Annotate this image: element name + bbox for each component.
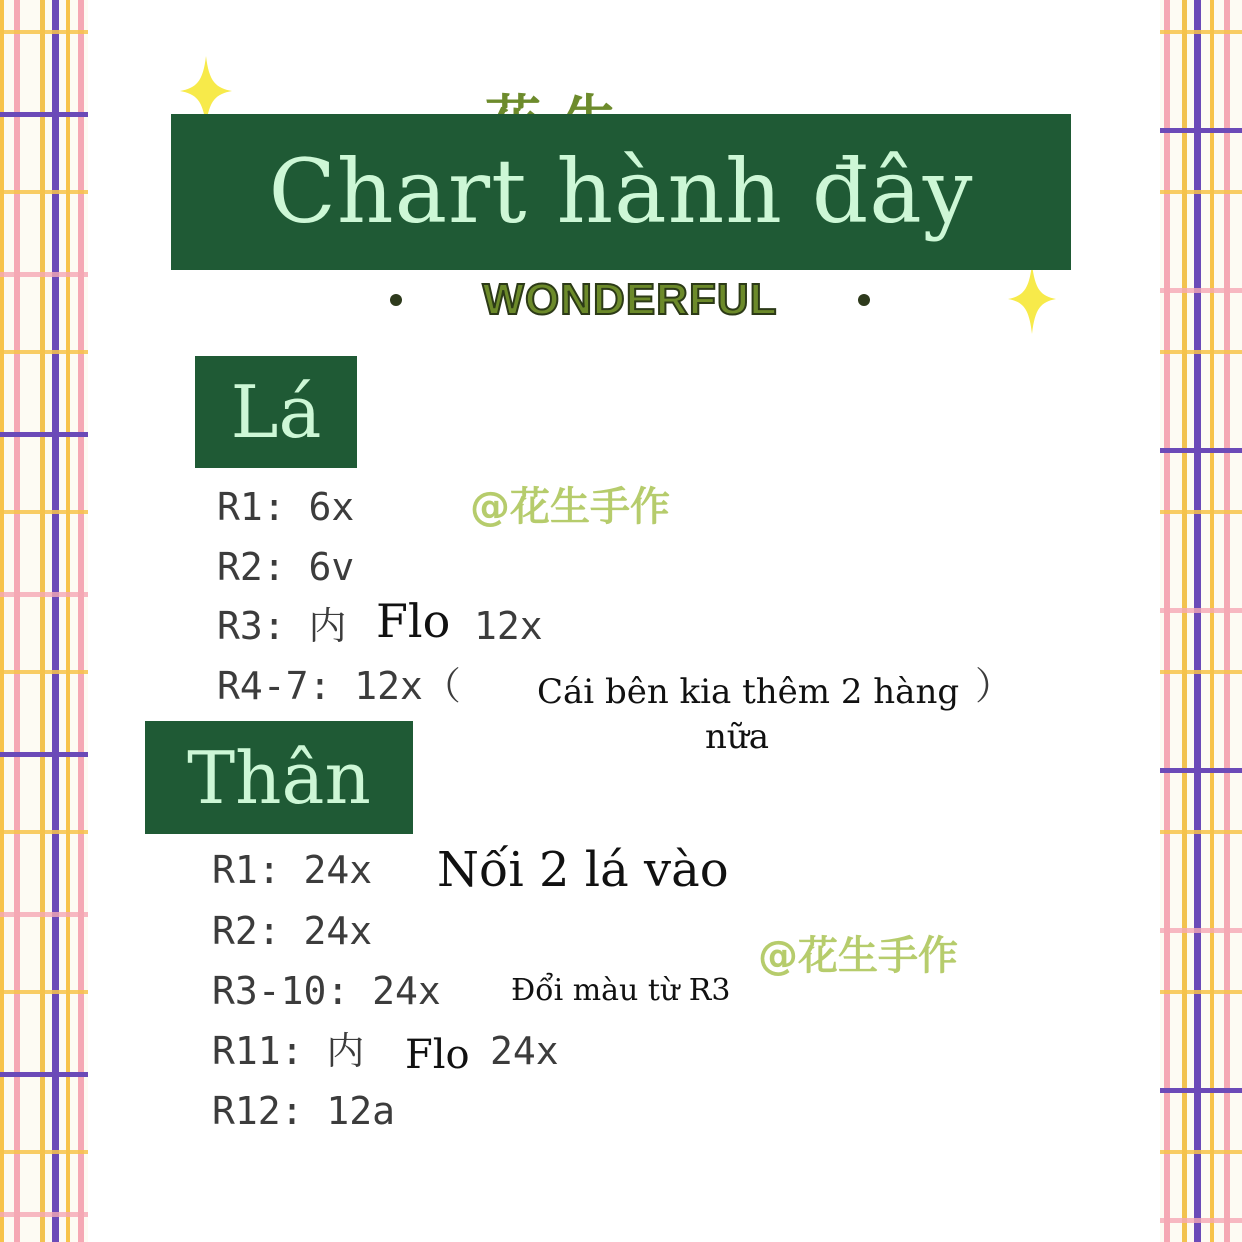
pattern-row-la-r2: R2: 6v — [217, 545, 355, 589]
watermark-text: @花生手作 — [758, 933, 958, 979]
pattern-row-than-r3-10: R3-10: 24x — [212, 969, 441, 1013]
title-banner — [171, 114, 1071, 270]
plaid-border-left — [0, 0, 88, 1242]
pattern-row-la-r4-end: ） — [975, 664, 1014, 708]
annotation-than-r3: Đổi màu từ R3 — [511, 973, 731, 1008]
watermark-text: @花生手作 — [470, 484, 670, 530]
pattern-row-than-r12: R12: 12a — [212, 1089, 396, 1133]
annotation-than-r1: Nối 2 lá vào — [437, 842, 729, 898]
page-title: Chart hành đây — [268, 140, 974, 243]
annotation-la-r4-line2: nữa — [705, 717, 770, 757]
section-heading-la — [195, 356, 357, 468]
pattern-row-la-r3-count: 12x — [474, 604, 543, 648]
section-heading-text: Thân — [187, 735, 371, 820]
annotation-la-r4-line1: Cái bên kia thêm 2 hàng — [537, 672, 960, 712]
dot-icon — [858, 294, 870, 306]
pattern-row-la-r4: R4-7: 12x（ — [217, 664, 461, 708]
pattern-row-than-r11-count: 24x — [490, 1029, 559, 1073]
pattern-row-la-r3: R3: 内 — [217, 604, 347, 648]
pattern-row-than-r1: R1: 24x — [212, 848, 373, 892]
wonderful-text: WONDERFUL — [482, 275, 778, 324]
annotation-than-r11: Flo — [405, 1032, 470, 1078]
dot-icon — [390, 294, 402, 306]
pattern-row-la-r1: R1: 6x — [217, 485, 355, 529]
section-heading-than — [145, 721, 413, 834]
section-heading-text: Lá — [230, 370, 322, 454]
sparkle-icon — [1008, 264, 1056, 334]
pattern-row-than-r2: R2: 24x — [212, 909, 373, 953]
annotation-la-r3: Flo — [376, 594, 451, 648]
wonderful-decoration — [390, 270, 870, 330]
plaid-border-right — [1160, 0, 1242, 1242]
pattern-row-than-r11: R11: 内 — [212, 1029, 365, 1073]
